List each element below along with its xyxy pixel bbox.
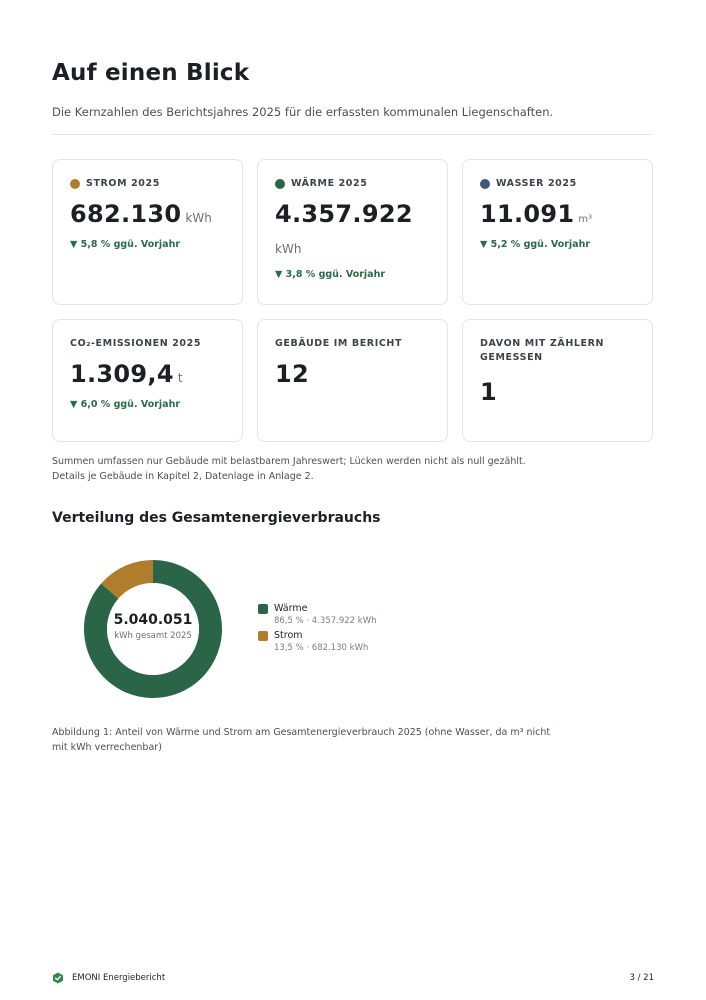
page-number: 3 / 21 — [629, 973, 654, 983]
kpi-label — [480, 177, 635, 191]
kpi-label-text: CO₂-EMISSIONEN 2025 — [70, 338, 202, 349]
waerme-dot-icon — [275, 179, 285, 189]
note-line-2: Details je Gebäude in Kapitel 2, Datenlage in Anlage 2. — [52, 470, 314, 482]
legend-name: Strom — [274, 630, 303, 641]
kpi-label — [70, 337, 225, 351]
kpi-card-co2 — [52, 319, 243, 442]
kpi-card-gemessen — [462, 319, 653, 442]
kpi-label — [275, 337, 430, 351]
kpi-unit: kWh — [185, 211, 212, 225]
kpi-card-strom — [52, 159, 243, 305]
kpi-label — [275, 177, 430, 191]
section-heading: Verteilung des Gesamtenergieverbrauchs — [52, 510, 381, 526]
kpi-value: 12 — [275, 360, 309, 388]
donut-total-caption: kWh gesamt 2025 — [114, 631, 192, 641]
legend-swatch-waerme — [258, 604, 268, 614]
kpi-label-text: WÄRME 2025 — [291, 178, 368, 189]
kpi-unit: kWh — [275, 242, 302, 256]
kpi-change: ▼ 5,2 % ggü. Vorjahr — [480, 239, 591, 250]
figure-caption — [52, 726, 562, 755]
kpi-value: 1.309,4 — [70, 360, 174, 388]
kpi-label-text: DAVON MIT ZÄHLERN GEMESSEN — [480, 338, 605, 363]
figure-caption-line-2: mit kWh verrechenbar) — [52, 741, 162, 753]
kpi-label-text: STROM 2025 — [86, 178, 160, 189]
strom-dot-icon — [70, 179, 80, 189]
legend-name: Wärme — [274, 603, 308, 614]
note-line-1: Summen umfassen nur Gebäude mit belastbarem Jahreswert; Lücken werden nicht als null gezählt. — [52, 456, 526, 467]
kpi-label — [480, 337, 635, 365]
kpi-card-wasser — [462, 159, 653, 305]
kpi-change: ▼ 6,0 % ggü. Vorjahr — [70, 399, 181, 410]
legend-item-strom — [258, 630, 377, 654]
kpi-card-gebaeude — [257, 319, 448, 442]
wasser-dot-icon — [480, 179, 490, 189]
page-subtitle: Die Kernzahlen des Berichtsjahres 2025 für die erfassten kommunalen Liegenschaften. — [52, 105, 554, 119]
chart-legend — [258, 603, 377, 657]
summary-note — [52, 455, 526, 484]
footer-brand: EMONI Energiebericht — [72, 973, 166, 983]
figure-caption-line-1: Abbildung 1: Anteil von Wärme und Strom am Gesamtenergieverbrauch 2025 (ohne Wasser, da m³ nicht — [52, 727, 551, 738]
kpi-card-waerme — [257, 159, 448, 305]
kpi-value: 682.130 — [70, 200, 182, 228]
header-divider — [52, 134, 653, 135]
kpi-label-text: WASSER 2025 — [496, 178, 577, 189]
page-title: Auf einen Blick — [52, 60, 250, 86]
kpi-unit: t — [177, 371, 183, 385]
donut-center — [82, 612, 224, 641]
legend-item-waerme — [258, 603, 377, 627]
brand-logo-icon — [52, 972, 64, 984]
legend-detail: 86,5 % · 4.357.922 kWh — [274, 616, 377, 626]
kpi-change: ▼ 3,8 % ggü. Vorjahr — [275, 269, 386, 280]
legend-detail: 13,5 % · 682.130 kWh — [274, 643, 369, 653]
kpi-label-text: GEBÄUDE IM BERICHT — [275, 338, 403, 349]
legend-swatch-strom — [258, 631, 268, 641]
kpi-label — [70, 177, 225, 191]
kpi-value: 11.091 — [480, 200, 575, 228]
donut-total-value: 5.040.051 — [113, 612, 193, 628]
kpi-value: 1 — [480, 378, 497, 406]
kpi-value: 4.357.922 — [275, 200, 413, 228]
kpi-unit: m³ — [578, 214, 593, 225]
kpi-change: ▼ 5,8 % ggü. Vorjahr — [70, 239, 181, 250]
